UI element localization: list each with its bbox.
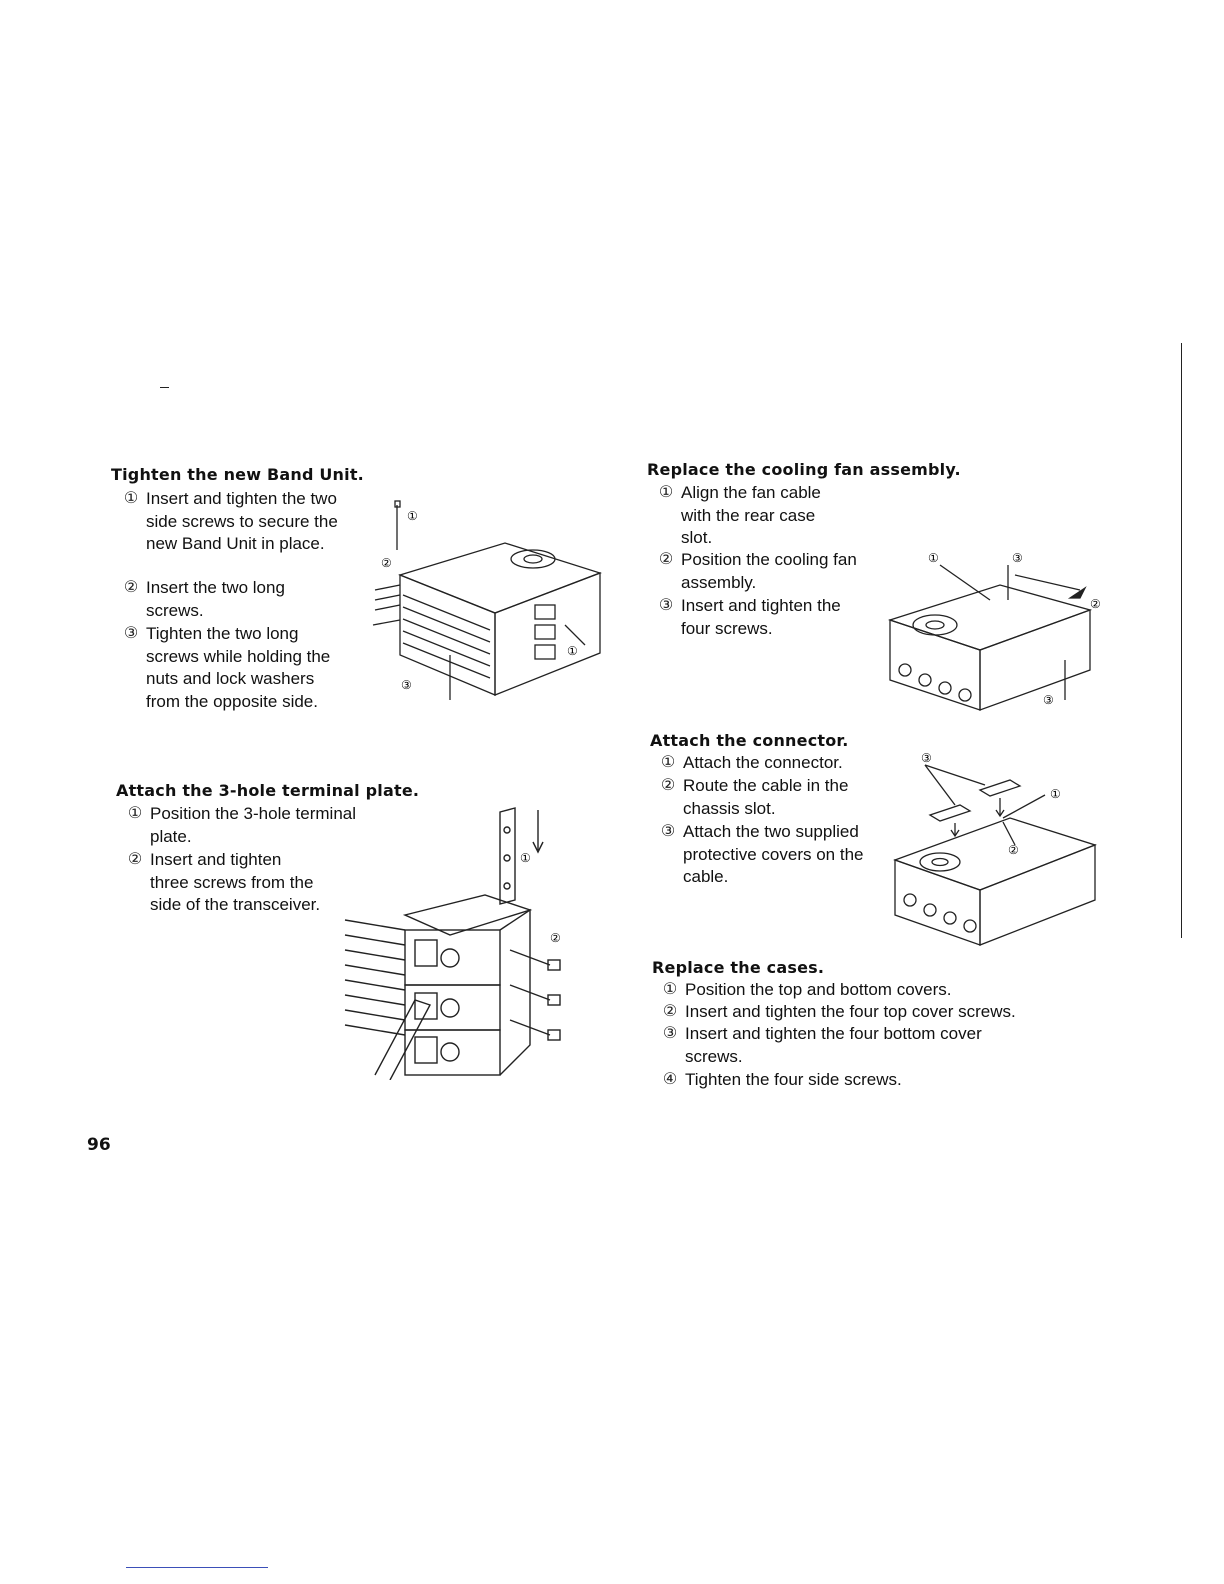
step-text: Insert and tighten the two side screws to secure the new Band Unit in place. [146,489,338,554]
connector-step-2 [657,775,887,820]
step-number: ① [660,754,676,771]
right-margin-rule [1181,343,1182,938]
step-text: Insert and tighten the four screws. [681,596,841,638]
cases-step-1 [659,979,1099,1002]
step-number: ① [658,484,674,501]
terminal-plate-illustration [335,800,585,1080]
cooling-fan-step-3 [655,595,875,640]
callout-2: ② [381,556,392,570]
step-text: Attach the connector. [683,753,843,772]
band-unit-step-2 [120,577,340,622]
callout-2: ② [550,931,561,945]
band-unit-illustration [355,495,615,720]
band-unit-step-3 [120,623,340,713]
band-unit-step-1 [120,488,340,556]
scan-mark [160,387,169,388]
step-text: Insert the two long screws. [146,578,285,620]
cases-heading: Replace the cases. [652,958,825,977]
step-text: Tighten the two long screws while holding the nuts and lock washers from the opposite side. [146,624,331,711]
step-number: ② [660,777,676,794]
step-number: ④ [662,1071,678,1088]
callout-3: ③ [401,678,412,692]
cooling-fan-illustration [880,540,1110,725]
step-number: ③ [123,625,139,642]
bottom-edge-rule [126,1567,268,1568]
step-text: Position the 3-hole terminal plate. [150,804,357,846]
step-text: Route the cable in the chassis slot. [683,776,849,818]
step-text: Position the top and bottom covers. [685,980,952,999]
callout-1: ① [928,551,939,565]
cases-step-3 [659,1023,1059,1068]
step-text: Insert and tighten three screws from the side of the transceiver. [150,850,321,915]
page-number: 96 [87,1135,111,1155]
step-text: Tighten the four side screws. [685,1070,902,1089]
band-unit-heading: Tighten the new Band Unit. [111,465,364,484]
step-number: ② [123,579,139,596]
step-number: ③ [658,597,674,614]
step-number: ② [127,851,143,868]
step-number: ③ [662,1025,678,1042]
terminal-plate-step-2 [124,849,324,917]
connector-step-1 [657,752,887,775]
callout-3: ③ [1012,551,1023,565]
cooling-fan-step-2 [655,549,875,594]
cooling-fan-heading: Replace the cooling fan assembly. [647,460,961,479]
connector-heading: Attach the connector. [650,731,849,750]
connector-illustration [885,750,1110,950]
step-number: ① [662,981,678,998]
step-number: ② [658,551,674,568]
callout-3b: ③ [1043,693,1054,707]
connector-step-3 [657,821,887,889]
step-number: ① [127,805,143,822]
callout-2: ② [1090,597,1101,611]
step-number: ③ [660,823,676,840]
step-text: Insert and tighten the four bottom cover screws. [685,1024,982,1066]
callout-1: ① [407,509,418,523]
cooling-fan-step-1 [655,482,855,550]
callout-1b: ① [567,644,578,658]
step-text: Insert and tighten the four top cover screws. [685,1002,1016,1021]
cases-step-4 [659,1069,1099,1092]
callout-1: ① [1050,787,1061,801]
cases-step-2 [659,1001,1099,1024]
step-number: ① [123,490,139,507]
step-number: ② [662,1003,678,1020]
callout-1: ① [520,851,531,865]
step-text: Align the fan cable with the rear case slot. [681,483,821,548]
step-text: Attach the two supplied protective covers on the cable. [683,822,864,887]
step-text: Position the cooling fan assembly. [681,550,857,592]
terminal-plate-heading: Attach the 3-hole terminal plate. [116,781,420,800]
callout-2: ② [1008,843,1019,857]
callout-3: ③ [921,751,932,765]
